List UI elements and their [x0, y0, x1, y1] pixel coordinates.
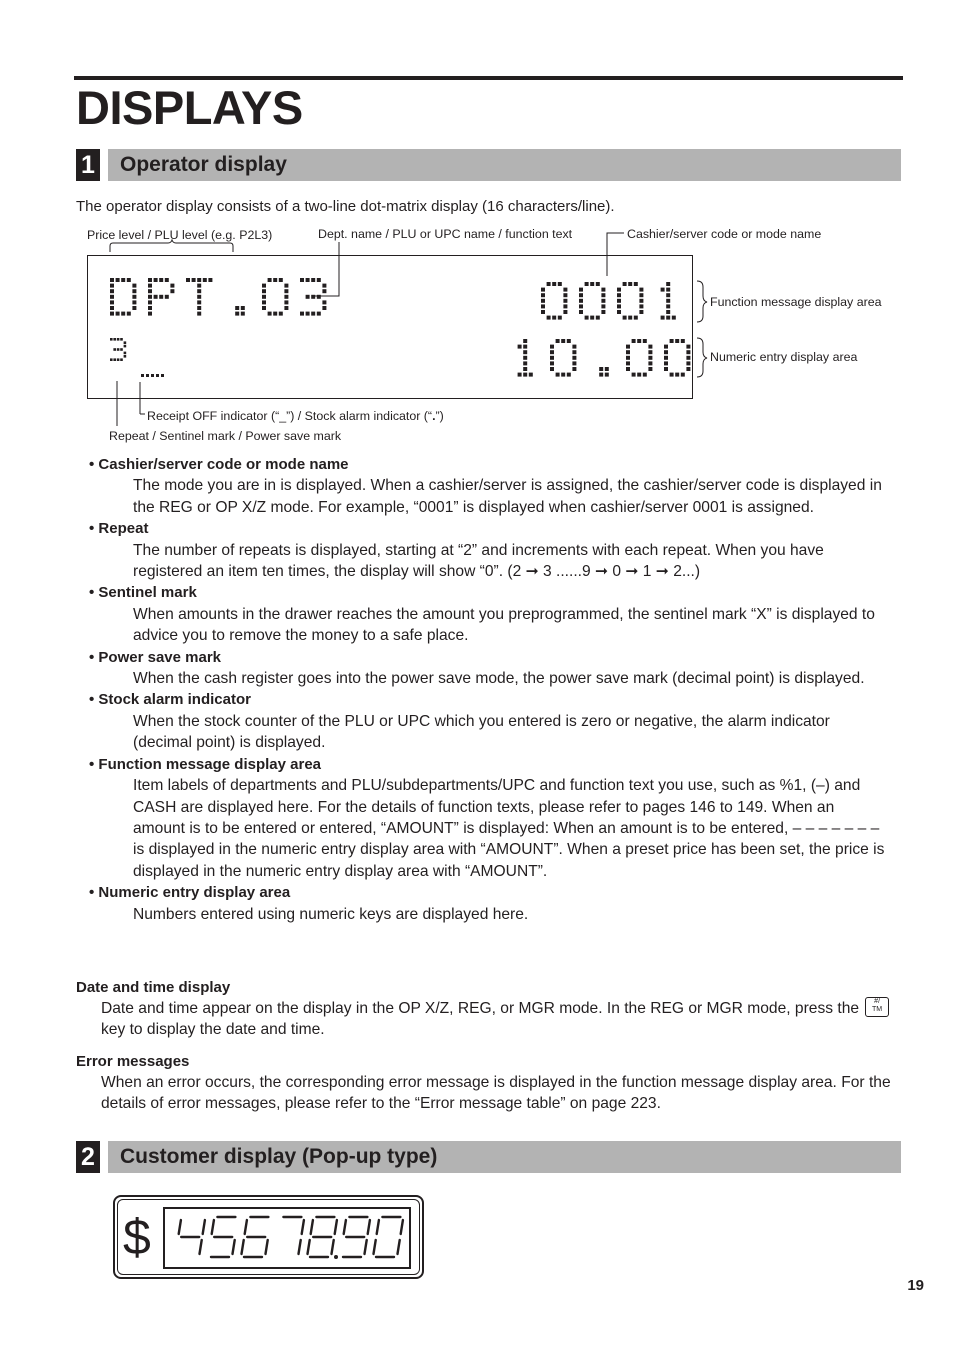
term-description: Numbers entered using numeric keys are displayed here.	[133, 905, 529, 923]
dept-text-dot-matrix	[110, 278, 326, 316]
section-number: 1	[76, 149, 100, 181]
segment-b	[368, 1220, 370, 1234]
term-title: • Numeric entry display area	[89, 882, 889, 903]
segment-e	[373, 1240, 375, 1254]
term-description: When amounts in the drawer reaches the amount you preprogrammed, the sentinel mark “X” is displayed to advice you to remove the money to a safe place.	[133, 605, 875, 645]
label-repeat-mark: Repeat / Sentinel mark / Power save mark	[109, 429, 342, 443]
repeat-count-dot-matrix	[110, 338, 126, 361]
key-top-label: #/	[874, 997, 881, 1005]
segment-b	[302, 1220, 304, 1234]
segment-c	[199, 1240, 201, 1254]
section-title: Operator display	[120, 153, 287, 176]
list-item	[89, 882, 889, 925]
section-header-customer-display	[76, 1141, 901, 1173]
section-bar	[108, 1141, 901, 1173]
dept-name-leader	[314, 242, 339, 296]
section-title: Customer display (Pop-up type)	[120, 1145, 438, 1168]
term-description: Item labels of departments and PLU/subdepartments/UPC and function text you use, such as %1, (–) and CASH are displayed here. For the details of function texts, please refer to pages 146 to 149. When an amount is to be entered or entered, “AMOUNT” is displayed: When an amount is to be entered, – – – – – – – is displayed in the numeric entry display area with “AMOUNT”. When a preset price has been set, the price is displayed in the numeric entry display area with “AMOUNT”.	[133, 777, 885, 880]
segment-c	[331, 1240, 333, 1254]
price-level-brace	[110, 240, 233, 252]
customer-display	[113, 1195, 424, 1279]
segment-f	[344, 1220, 346, 1234]
segment-b	[335, 1220, 337, 1234]
errors-description: When an error occurs, the corresponding error message is displayed in the function message display area. For the details of error messages, please refer to the “Error message table” on page 223.	[101, 1074, 891, 1113]
function-area-brace	[697, 281, 707, 322]
segment-e	[241, 1240, 243, 1254]
term-description: The mode you are in is displayed. When a cashier/server is assigned, the cashier/server code is displayed in the REG or OP X/Z mode. For example, “0001” is displayed when cashier/server 0001 is assigned.	[133, 477, 882, 516]
datetime-text-b: key to display the date and time.	[101, 1021, 325, 1039]
datetime-description	[101, 998, 901, 1041]
term-description: When the cash register goes into the power save mode, the power save mark (decimal point) is displayed.	[133, 670, 865, 688]
segment-b	[203, 1220, 205, 1234]
term-title: • Stock alarm indicator	[89, 689, 889, 710]
term-description: The number of repeats is displayed, starting at “2” and increments with each repeat. When you have registered an item ten times, the display will show “0”. (2 ➞ 3 ......9 ➞ 0 ➞ 1 ➞ 2...)	[133, 541, 824, 581]
cashier-code-dot-matrix	[541, 282, 676, 320]
segment-f	[311, 1220, 313, 1234]
datetime-title: Date and time display	[76, 979, 231, 996]
numeric-entry-dot-matrix	[518, 339, 691, 377]
customer-display-window	[163, 1207, 411, 1269]
segment-c	[298, 1240, 300, 1254]
operator-display-diagram	[0, 0, 954, 460]
decimal-point	[334, 1255, 338, 1259]
list-item	[89, 754, 889, 882]
segment-b	[401, 1220, 403, 1234]
section-intro: The operator display consists of a two-line dot-matrix display (16 characters/line).	[76, 198, 615, 215]
numeric-area-brace	[697, 338, 707, 377]
term-title: • Power save mark	[89, 647, 889, 668]
list-item	[89, 689, 889, 753]
list-item	[89, 518, 889, 582]
label-function-area: Function message display area	[710, 295, 882, 309]
segment-f	[179, 1220, 181, 1234]
operator-display-frame	[88, 256, 693, 399]
list-item	[89, 647, 889, 690]
label-receipt-off-text: Receipt OFF indicator (“_”) / Stock alarm indicator (“	[147, 409, 433, 423]
term-title: • Function message display area	[89, 754, 889, 775]
list-item	[89, 582, 889, 646]
label-receipt-off-tail: ”)	[435, 409, 444, 423]
seven-segment-digits	[165, 1209, 409, 1267]
currency-sign: $	[123, 1209, 151, 1265]
label-numeric-area: Numeric entry display area	[710, 350, 858, 364]
stock-alarm-dot: .	[432, 409, 436, 423]
label-cashier-code: Cashier/server code or mode name	[627, 227, 822, 241]
term-title: • Cashier/server code or mode name	[89, 454, 889, 475]
segment-f	[212, 1220, 214, 1234]
label-price-level: Price level / PLU level (e.g. P2L3)	[87, 228, 273, 242]
errors-title: Error messages	[76, 1053, 190, 1070]
datetime-text-a: Date and time appear on the display in the OP X/Z, REG, or MGR mode. In the REG or MGR mode, press the	[101, 1000, 860, 1017]
section-number: 2	[76, 1141, 100, 1173]
term-description: When the stock counter of the PLU or UPC which you entered is zero or negative, the alarm indicator (decimal point) is displayed.	[133, 712, 830, 752]
receipt-off-indicator	[141, 374, 164, 377]
page-title: DISPLAYS	[76, 81, 303, 134]
segment-c	[265, 1240, 267, 1254]
segment-c	[397, 1240, 399, 1254]
label-dept-name: Dept. name / PLU or UPC name / function text	[318, 227, 573, 241]
segment-e	[307, 1240, 309, 1254]
term-title: • Sentinel mark	[89, 582, 889, 603]
segment-f	[245, 1220, 247, 1234]
segment-c	[232, 1240, 234, 1254]
segment-c	[364, 1240, 366, 1254]
key-bottom-label: TM	[872, 1005, 883, 1013]
segment-f	[377, 1220, 379, 1234]
page-number: 19	[907, 1277, 924, 1294]
list-item	[89, 454, 889, 518]
date-time-key-icon	[865, 997, 889, 1017]
term-list	[89, 454, 889, 925]
term-title: • Repeat	[89, 518, 889, 539]
cashier-leader	[607, 233, 624, 276]
